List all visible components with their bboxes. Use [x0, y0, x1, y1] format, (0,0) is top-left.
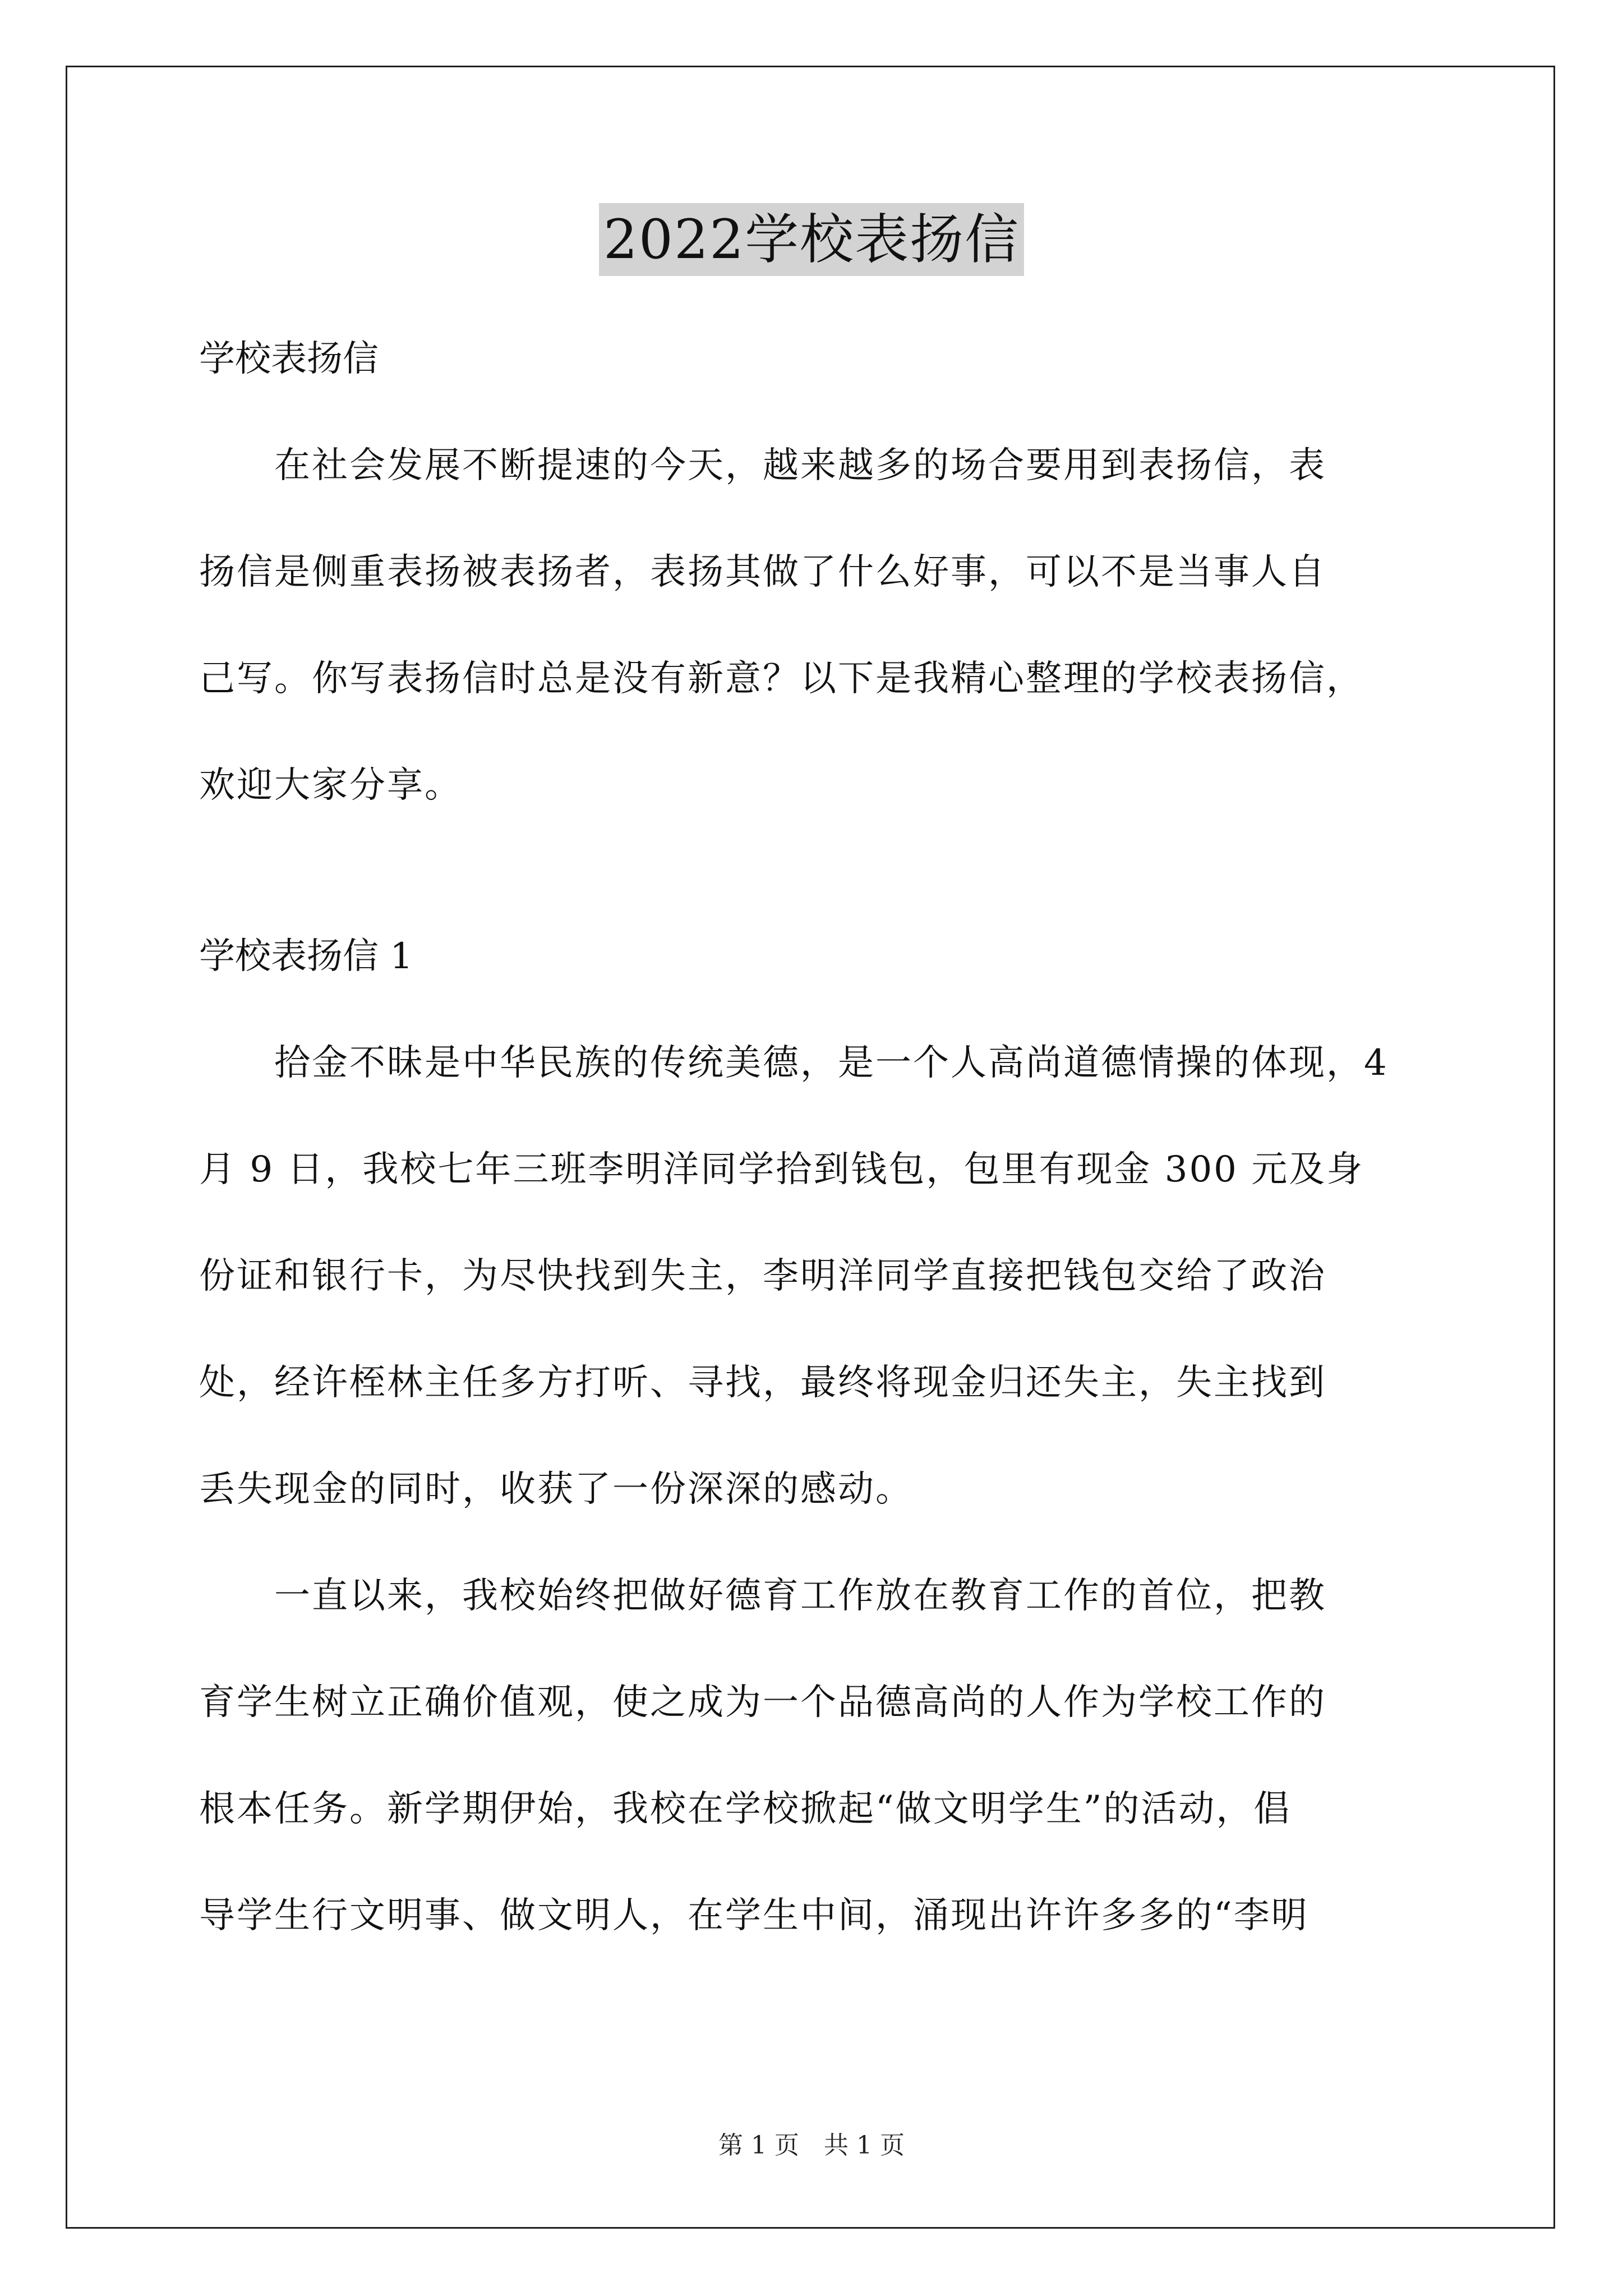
- paragraph-line: 处，经许桎林主任多方打听、寻找，最终将现金归还失主，失主找到: [199, 1362, 1326, 1404]
- paragraph-line: 育学生树立正确价值观，使之成为一个品德高尚的人作为学校工作的: [199, 1682, 1326, 1723]
- paragraph-line: 导学生行文明事、做文明人，在学生中间，涌现出许许多多的“李明: [199, 1895, 1309, 1936]
- page-footer: 第 1 页 共 1 页: [718, 2131, 905, 2160]
- paragraph-line: 丢失现金的同时，收获了一份深深的感动。: [199, 1469, 913, 1510]
- title-container: [0, 203, 1623, 276]
- paragraph-line: 根本任务。新学期伊始，我校在学校掀起“做文明学生”的活动，倡: [199, 1788, 1292, 1830]
- intro-line: 欢迎大家分享。: [199, 765, 462, 806]
- intro-heading: 学校表扬信: [199, 338, 379, 380]
- section-heading: 学校表扬信 1: [199, 936, 413, 977]
- paragraph-line: 一直以来，我校始终把做好德育工作放在教育工作的首位，把教: [199, 1575, 1326, 1617]
- paragraph-line: 月 9 日，我校七年三班李明洋同学拾到钱包，包里有现金 300 元及身: [199, 1149, 1364, 1190]
- intro-line: 在社会发展不断提速的今天，越来越多的场合要用到表扬信，表: [199, 445, 1326, 486]
- intro-line: 己写。你写表扬信时总是没有新意？以下是我精心整理的学校表扬信，: [199, 658, 1364, 700]
- intro-line: 扬信是侧重表扬被表扬者，表扬其做了什么好事，可以不是当事人自: [199, 551, 1326, 593]
- paragraph-line: 份证和银行卡，为尽快找到失主，李明洋同学直接把钱包交给了政治: [199, 1255, 1326, 1297]
- paragraph-line: 拾金不昧是中华民族的传统美德，是一个人高尚道德情操的体现，4: [199, 1042, 1389, 1084]
- document-title: 2022学校表扬信: [599, 203, 1024, 276]
